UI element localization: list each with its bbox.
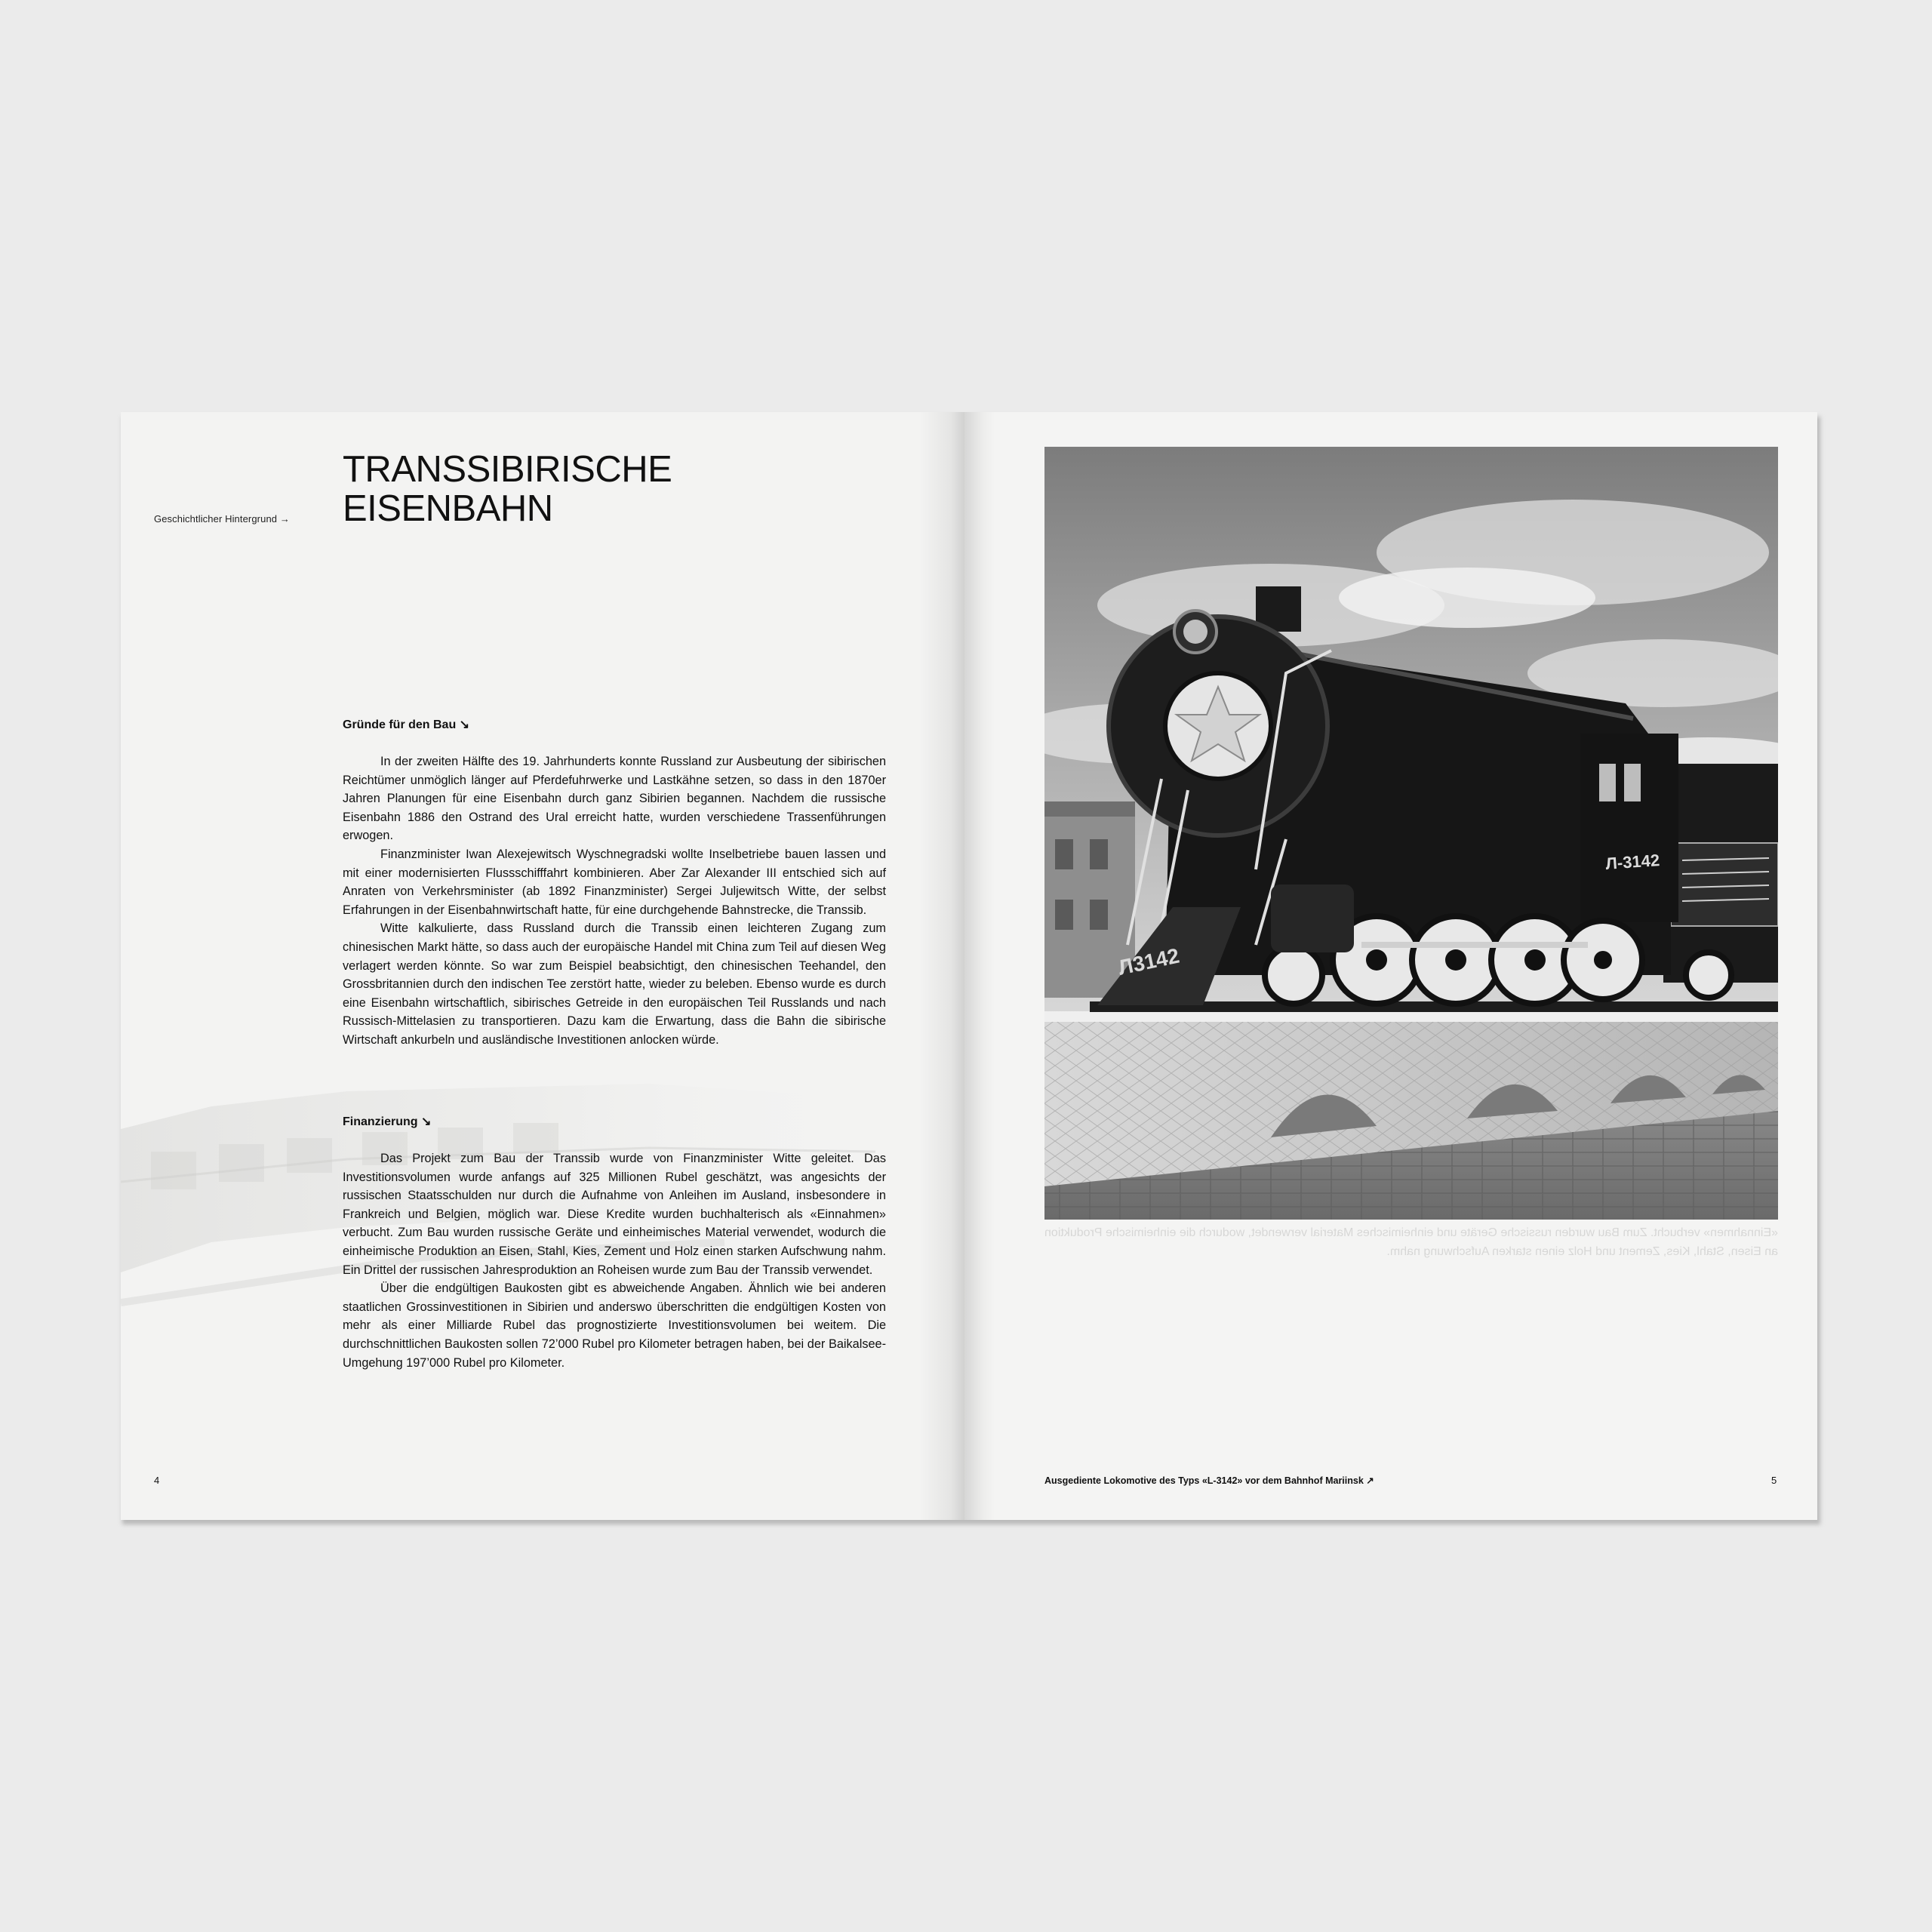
section-heading: Finanzierung ↘ (343, 1115, 432, 1128)
section-label: Geschichtlicher Hintergrund → (154, 513, 290, 525)
section-heading: Gründe für den Bau ↘ (343, 718, 470, 731)
section-financing (343, 1114, 886, 1372)
title-line-2: EISENBAHN (343, 488, 553, 529)
steam-locomotive-icon (1044, 447, 1778, 1220)
page-title (343, 450, 795, 528)
photo-caption: Ausgediente Lokomotive des Typs «L-3142» vor dem Bahnhof Mariinsk ↗ (1044, 1475, 1374, 1486)
locomotive-photo (1044, 447, 1778, 1220)
section-reasons (343, 717, 886, 1050)
page-number-left: 4 (154, 1475, 160, 1486)
body-paragraph: Witte kalkulierte, dass Russland durch die Transsib einen leichteren Zugang zum chinesischen Markt hätte, so dass auch der europäische Handel mit China zum Teil auf diesen Weg verlagert werden könnte. So war zum Beispiel beabsichtigt, den chinesischen Teehandel, den Grossbritannien durch den indischen Tee zerstört hatte, wieder zu beleben. Ebenso wurde es durch eine Eisenbahn wirtschaftlich, sibirisches Getreide in den europäischen Teil Russlands und nach Russisch-Mittelasien zu transportieren. Dazu kam die Erwartung, dass die Bahn die sibirische Wirtschaft ankurbeln und ausländische Investitionen anlocken würde. (343, 921, 886, 1047)
gutter-shadow (919, 412, 964, 1520)
left-page (121, 412, 964, 1520)
body-paragraph: Das Projekt zum Bau der Transsib wurde von Finanzminister Witte geleitet. Das Investitionsvolumen wurde anfangs auf 325 Millionen Rubel geschätzt, was angesichts der russischen Staatsschulden nur durch die Aufnahme von Anleihen im Ausland, insbesondere in Frankreich und Belgien, möglich war. Diese Kredite wurden buchhalterisch als «Einnahmen» verbucht. Zum Bau wurden russische Geräte und einheimisches Material verwendet, wodurch die einheimische Produktion an Eisen, Stahl, Kies, Zement und Holz einen starken Aufschwung nahm. Ein Drittel der russischen Jahresproduktion an Roheisen wurde zum Bau der Transsib verwendet. (343, 1152, 886, 1277)
svg-text:Л-3142: Л-3142 (1604, 851, 1660, 873)
body-paragraph: Finanzminister Iwan Alexejewitsch Wyschnegradski wollte Inselbetriebe bauen lassen und mit einer modernisierten Flussschifffahrt kombinieren. Aber Zar Alexander III entschied sich auf Anraten von Verkehrsminister (ab 1892 Finanzminister) Sergei Juljewitsch Witte, der selbst Erfahrungen in der Eisenbahnwirtschaft hatte, für eine durchgehende Bahnstrecke, die Transsib. (343, 847, 886, 917)
show-through-text: «Einnahmen» verbucht. Zum Bau wurden russische Geräte und einheimisches Material verwendet, wodurch die einheimische Produktion an Eisen, Stahl, Kies, Zement und Holz einen starken Aufschwung nahm. (1044, 1226, 1778, 1258)
body-paragraph: In der zweiten Hälfte des 19. Jahrhunderts konnte Russland zur Ausbeutung der sibirischen Reichtümer unmöglich länger auf Pferdefuhrwerke und Lastkähne setzen, so dass in den 1870er Jahren Planungen für eine Eisenbahn durch ganz Sibirien begannen. Nachdem die russische Eisenbahn 1886 den Ostrand des Ural erreicht hatte, wurden verschiedene Trassenführungen erwogen. (343, 755, 886, 843)
svg-text:Л3142: Л3142 (1115, 943, 1182, 980)
title-line-1: TRANSSIBIRISCHE (343, 449, 672, 490)
right-page (964, 412, 1817, 1520)
body-paragraph: Über die endgültigen Baukosten gibt es abweichende Angaben. Ähnlich wie bei anderen staatlichen Grossinvestitionen in Sibirien und anderswo überschritten die endgültigen Kosten von mehr als einer Milliarde Rubel das prognostizierte Investitionsvolumen bei weitem. Die durchschnittlichen Baukosten sollen 72’000 Rubel pro Kilometer betragen haben, bei der Baikalsee-Umgehung 197’000 Rubel pro Kilometer. (343, 1281, 886, 1370)
gutter-shadow (964, 412, 995, 1520)
page-number-right: 5 (1771, 1475, 1777, 1486)
